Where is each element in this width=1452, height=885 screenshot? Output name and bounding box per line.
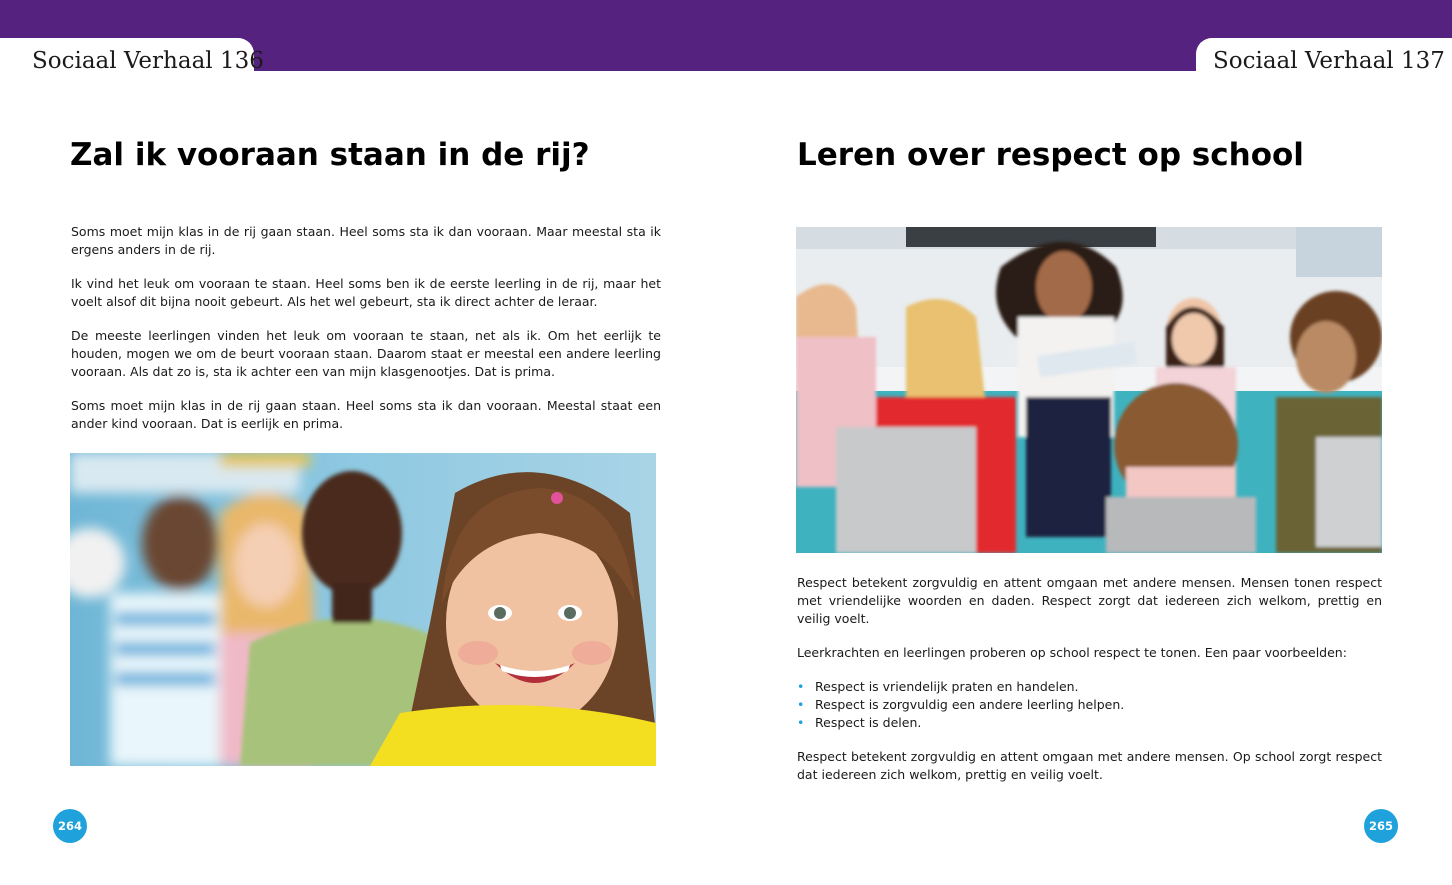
right-page-text <box>797 574 1382 800</box>
left-paragraph-1: Soms moet mijn klas in de rij gaan staan. Heel soms sta ik dan vooraan. Maar meestal sta ik ergens anders in de rij. <box>71 224 661 257</box>
teacher-reading-photo <box>796 227 1382 553</box>
page-number-right: 265 <box>1364 809 1398 843</box>
list-item <box>797 678 1382 696</box>
page-number-left: 264 <box>53 809 87 843</box>
left-paragraph-3: De meeste leerlingen vinden het leuk om vooraan te staan, net als ik. Om het eerlijk te houden, mogen we om de beurt vooraan staan. Daarom staat er meestal een andere leerling vooraan. Als dat zo is, sta ik achter een van mijn klasgenootjes. Dat is prima. <box>71 328 661 379</box>
left-page-text <box>71 223 661 449</box>
right-paragraph-1: Respect betekent zorgvuldig en attent omgaan met andere mensen. Mensen tonen respect met vriendelijke woorden en daden. Respect zorgt dat iedereen zich welkom, prettig en veilig voelt. <box>797 575 1382 626</box>
respect-examples-list <box>797 678 1382 732</box>
bullet-icon: • <box>797 715 805 730</box>
left-page-title: Zal ik vooraan staan in de rij? <box>70 137 590 173</box>
bullet-icon: • <box>797 697 805 712</box>
left-paragraph-4: Soms moet mijn klas in de rij gaan staan. Heel soms sta ik dan vooraan. Meestal staat een ander kind vooraan. Dat is eerlijk en prima. <box>71 398 661 431</box>
right-closing-paragraph: Respect betekent zorgvuldig en attent omgaan met andere mensen. Op school zorgt respect dat iedereen zich welkom, prettig en veilig voelt. <box>797 749 1382 782</box>
story-tab-left: Sociaal Verhaal 136 <box>0 38 254 74</box>
list-item <box>797 714 1382 732</box>
right-paragraph-2: Leerkrachten en leerlingen proberen op school respect te tonen. Een paar voorbeelden: <box>797 645 1347 660</box>
list-item <box>797 696 1382 714</box>
story-tab-right: Sociaal Verhaal 137 <box>1196 38 1452 74</box>
bullet-text: Respect is vriendelijk praten en handelen. <box>815 679 1079 694</box>
bullet-text: Respect is delen. <box>815 715 922 730</box>
children-in-line-photo <box>70 453 656 766</box>
left-paragraph-2: Ik vind het leuk om vooraan te staan. Heel soms ben ik de eerste leerling in de rij, maar het voelt alsof dit bijna nooit gebeurt. Als het wel gebeurt, sta ik direct achter de leraar. <box>71 276 661 309</box>
bullet-text: Respect is zorgvuldig een andere leerling helpen. <box>815 697 1125 712</box>
right-page-title: Leren over respect op school <box>797 137 1304 173</box>
bullet-icon: • <box>797 679 805 694</box>
